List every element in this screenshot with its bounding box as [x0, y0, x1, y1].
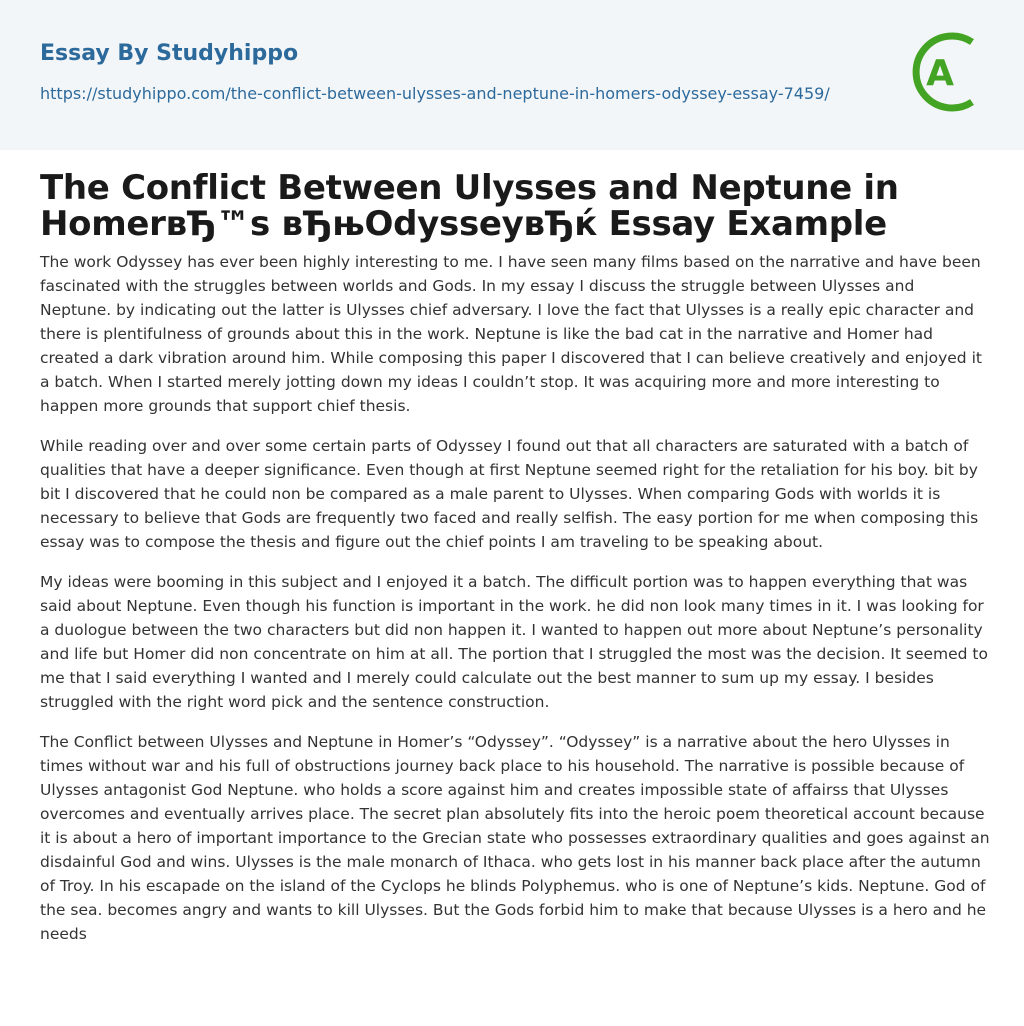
essay-paragraph: While reading over and over some certain parts of Odyssey I found out that all characters are saturated with a batch of qualities that have a deeper significance. Even though at first Neptune seemed right for the retaliation for his boy. bit by bit I discovered that he could non be compared as a male parent to Ulysses. When comparing Gods with worlds it is necessary to believe that Gods are frequently two faced and really selfish. The easy portion for me when composing this essay was to compose the thesis and figure out the chief points I am traveling to be speaking about. — [40, 437, 979, 551]
site-brand[interactable]: Essay By Studyhippo — [40, 41, 299, 66]
source-url-link[interactable]: https://studyhippo.com/the-conflict-between-ulysses-and-neptune-in-homers-odyssey-essay-7459/ — [40, 84, 830, 103]
site-header — [0, 0, 1024, 150]
studyhippo-logo-icon[interactable] — [910, 28, 988, 116]
logo-letter: A — [926, 53, 954, 94]
essay-body — [40, 250, 990, 962]
essay-paragraph: My ideas were booming in this subject and I enjoyed it a batch. The difficult portion was to happen everything that was said about Neptune. Even though his function is important in the work. he did non look many times in it. I was looking for a duologue between the two characters but did non happen it. I wanted to happen out more about Neptune’s personality and life but Homer did non concentrate on him at all. The portion that I struggled the most was the decision. It seemed to me that I said everything I wanted and I merely could calculate out the best manner to sum up my essay. I besides struggled with the right word pick and the sentence construction. — [40, 573, 988, 711]
essay-paragraph: The Conflict between Ulysses and Neptune in Homer’s “Odyssey”. “Odyssey” is a narrative about the hero Ulysses in times without war and his full of obstructions journey back place to his household. The narrative is possible because of Ulysses antagonist God Neptune. who holds a score against him and creates impossible state of affairss that Ulysses overcomes and eventually arrives place. The secret plan absolutely fits into the heroic poem theoretical account because it is about a hero of important importance to the Grecian state who possesses extraordinary qualities and goes against an disdainful God and wins. Ulysses is the male monarch of Ithaca. who gets lost in his manner back place after the autumn of Troy. In his escapade on the island of the Cyclops he blinds Polyphemus. who is one of Neptune’s kids. Neptune. God of the sea. becomes angry and wants to kill Ulysses. But the Gods forbid him to make that because Ulysses is a hero and he needs — [40, 733, 990, 943]
essay-paragraph: The work Odyssey has ever been highly interesting to me. I have seen many films based on the narrative and have been fascinated with the struggles between worlds and Gods. In my essay I discuss the struggle between Ulysses and Neptune. by indicating out the latter is Ulysses chief adversary. I love the fact that Ulysses is a really epic character and there is plentifulness of grounds about this in the work. Neptune is like the bad cat in the narrative and Homer had created a dark vibration around him. While composing this paper I discovered that I can believe creatively and enjoyed it a batch. When I started merely jotting down my ideas I couldn’t stop. It was acquiring more and more interesting to happen more grounds that support chief thesis. — [40, 253, 982, 415]
page-title: The Conflict Between Ulysses and Neptune in HomerвЂ™s вЂњOdysseyвЂќ Essay Example — [40, 168, 899, 244]
